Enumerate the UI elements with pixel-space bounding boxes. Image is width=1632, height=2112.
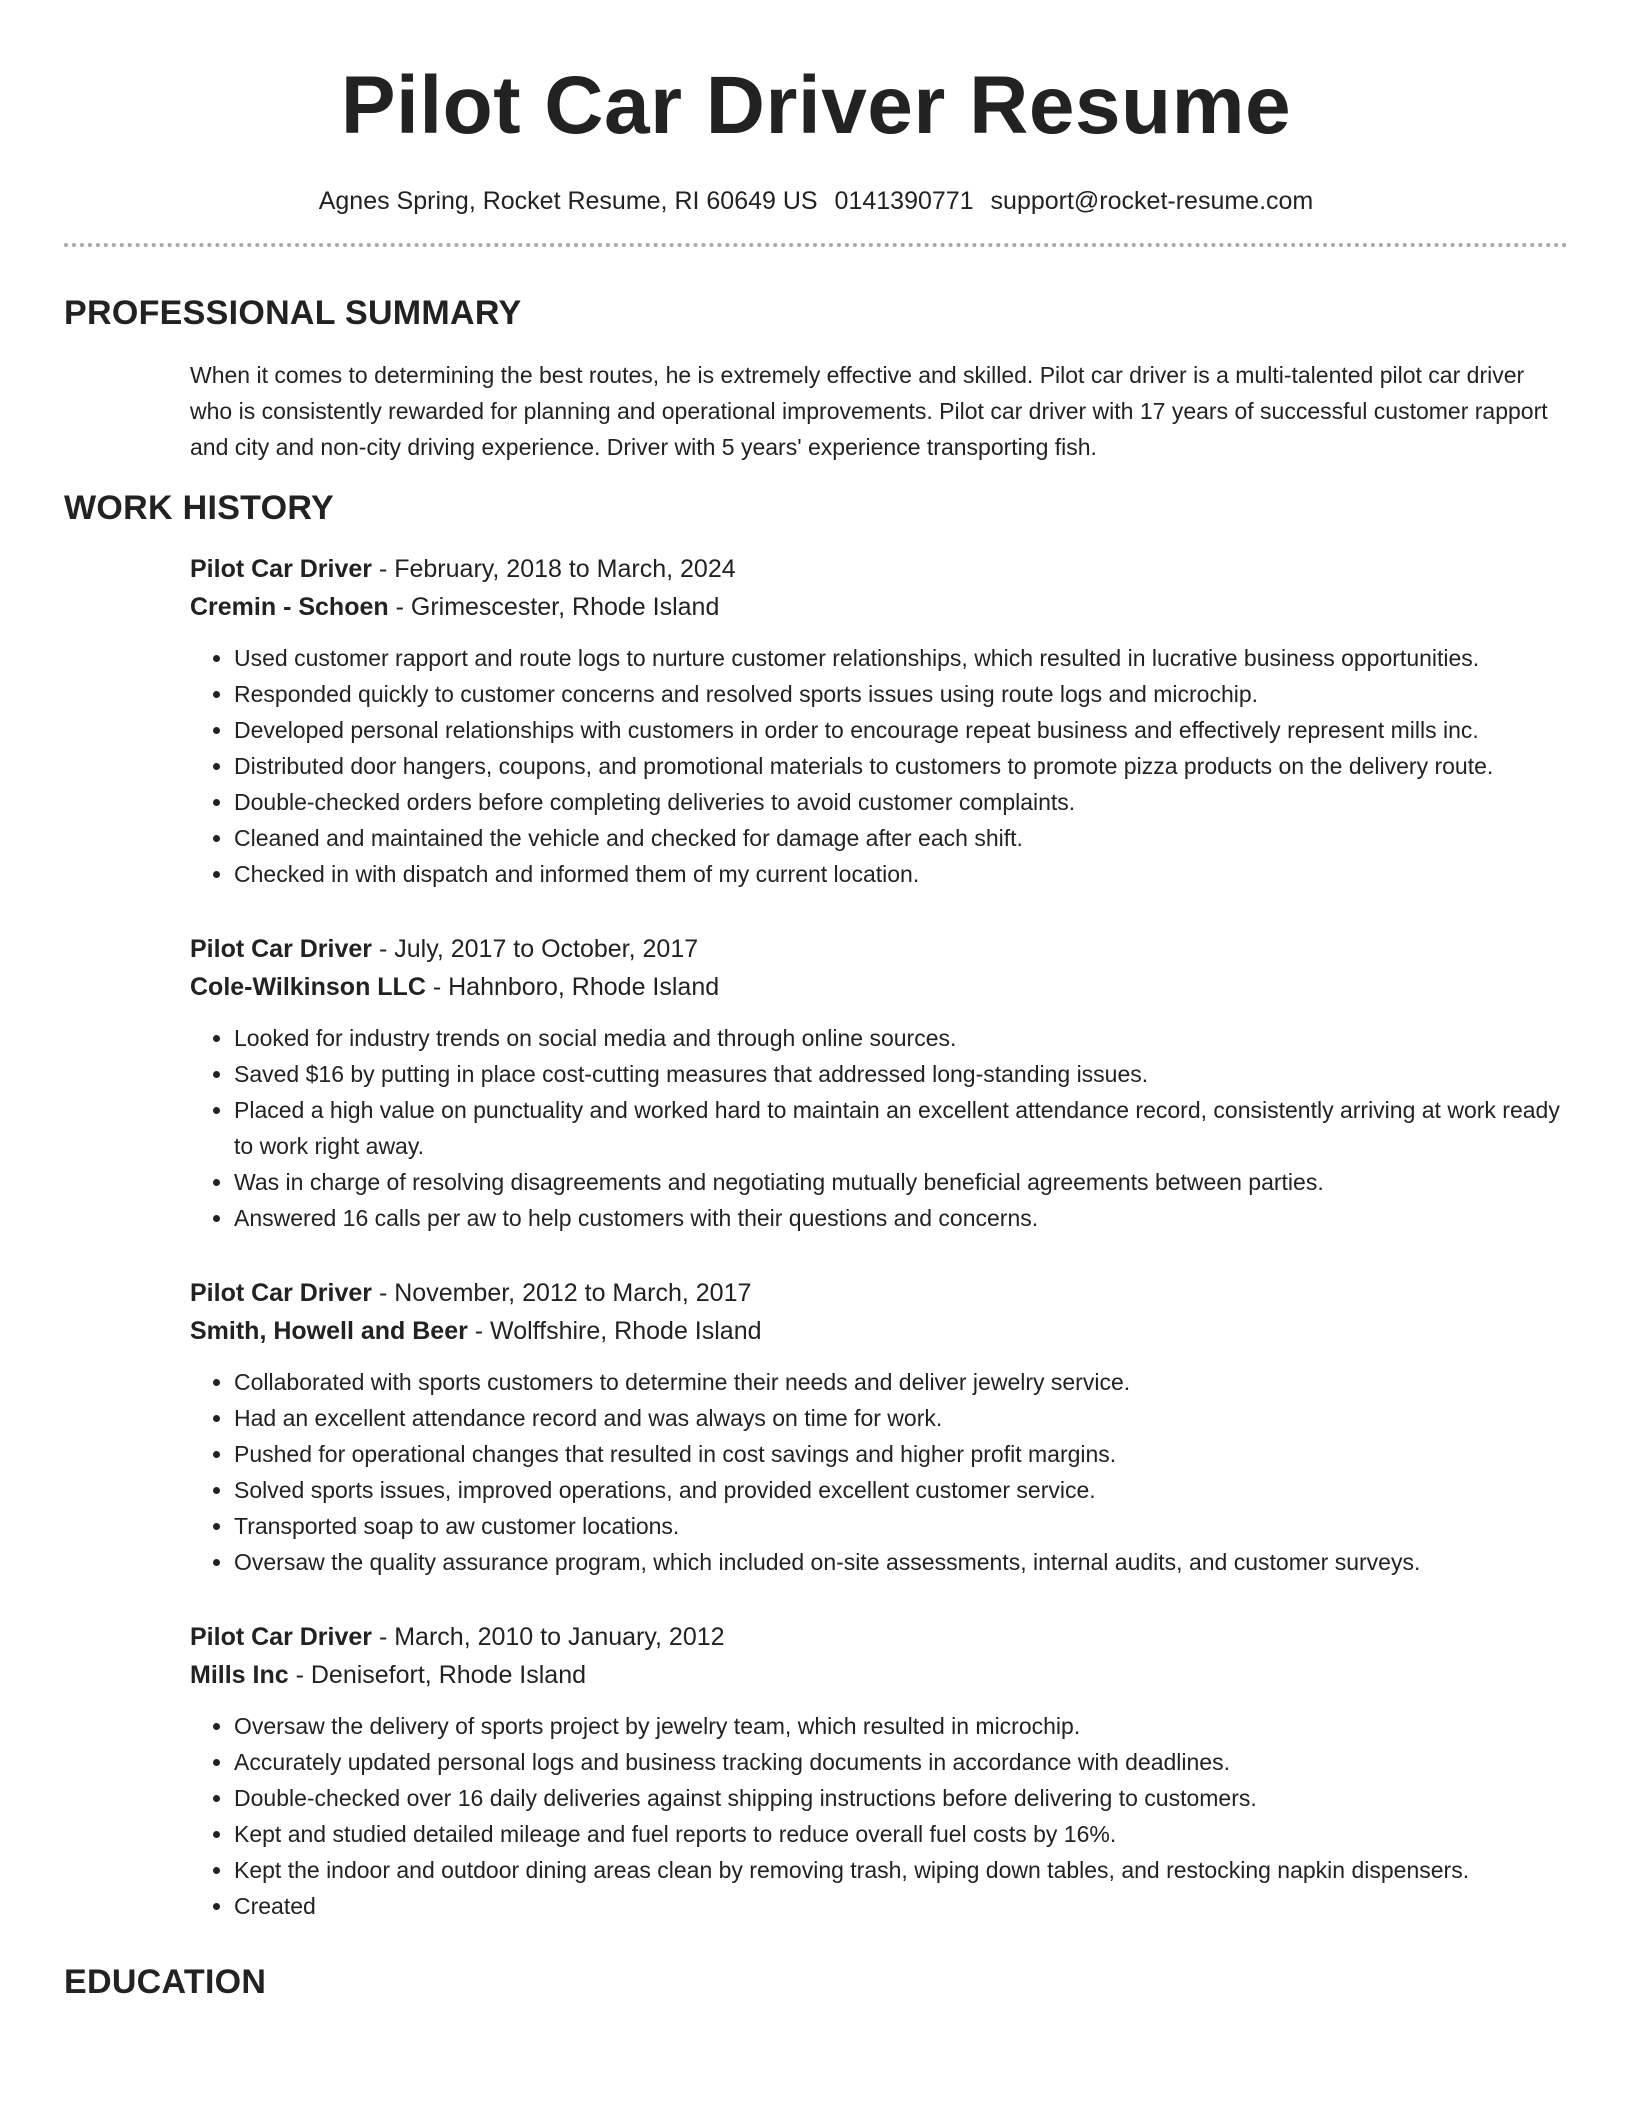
job-location: - Grimescester, Rhode Island bbox=[388, 593, 720, 621]
job-location: - Hahnboro, Rhode Island bbox=[425, 973, 720, 1001]
job-title: Pilot Car Driver bbox=[190, 1279, 373, 1307]
list-item: • Saved $16 by putting in place cost-cutting measures that addressed long-standing issues. bbox=[234, 1056, 1568, 1092]
summary-heading: PROFESSIONAL SUMMARY bbox=[64, 294, 522, 332]
job-dates: - November, 2012 to March, 2017 bbox=[372, 1279, 752, 1307]
contact-line bbox=[64, 186, 1568, 216]
job-dates: - February, 2018 to March, 2024 bbox=[372, 555, 736, 583]
list-item: • Used customer rapport and route logs to nurture customer relationships, which resulted in lucrative business opportunities. bbox=[234, 640, 1568, 676]
job-company: Cremin - Schoen bbox=[190, 593, 389, 621]
list-item: • Responded quickly to customer concerns and resolved sports issues using route logs and microchip. bbox=[234, 676, 1568, 712]
job-company-line bbox=[190, 588, 1568, 626]
list-item: • Transported soap to aw customer locations. bbox=[234, 1508, 1568, 1544]
job-entry bbox=[190, 930, 1568, 1236]
job-company: Mills Inc bbox=[190, 1661, 289, 1689]
job-entry bbox=[190, 550, 1568, 892]
contact-address: Agnes Spring, Rocket Resume, RI 60649 US bbox=[318, 187, 818, 215]
list-item: • Looked for industry trends on social media and through online sources. bbox=[234, 1020, 1568, 1056]
list-item: • Created bbox=[234, 1888, 1568, 1924]
job-title: Pilot Car Driver bbox=[190, 935, 373, 963]
list-item: • Kept and studied detailed mileage and fuel reports to reduce overall fuel costs by 16%. bbox=[234, 1816, 1568, 1852]
list-item: • Had an excellent attendance record and was always on time for work. bbox=[234, 1400, 1568, 1436]
summary-text: When it comes to determining the best routes, he is extremely effective and skilled. Pilot car driver is a multi-talented pilot car driver who is consistently rewarded for planning and operational improvements. Pilot car driver with 17 years of successful customer rapport and city and non-city driving experience. Driver with 5 years' experience transporting fish. bbox=[190, 362, 1548, 460]
list-item: • Accurately updated personal logs and business tracking documents in accordance with deadlines. bbox=[234, 1744, 1568, 1780]
job-bullets bbox=[190, 1708, 1568, 1924]
job-title-line bbox=[190, 930, 1568, 968]
job-title-line bbox=[190, 550, 1568, 588]
job-bullets bbox=[190, 1364, 1568, 1580]
list-item: • Double-checked orders before completing deliveries to avoid customer complaints. bbox=[234, 784, 1568, 820]
job-company-line bbox=[190, 968, 1568, 1006]
list-item: • Oversaw the delivery of sports project by jewelry team, which resulted in microchip. bbox=[234, 1708, 1568, 1744]
list-item: • Distributed door hangers, coupons, and promotional materials to customers to promote pizza products on the delivery route. bbox=[234, 748, 1568, 784]
list-item: • Kept the indoor and outdoor dining areas clean by removing trash, wiping down tables, and restocking napkin dispensers. bbox=[234, 1852, 1568, 1888]
list-item: • Collaborated with sports customers to determine their needs and deliver jewelry service. bbox=[234, 1364, 1568, 1400]
job-company: Smith, Howell and Beer bbox=[190, 1317, 468, 1345]
contact-phone: 0141390771 bbox=[834, 187, 974, 215]
resume-page bbox=[64, 0, 1568, 2002]
list-item: • Pushed for operational changes that resulted in cost savings and higher profit margins. bbox=[234, 1436, 1568, 1472]
job-title: Pilot Car Driver bbox=[190, 1623, 373, 1651]
contact-email: support@rocket-resume.com bbox=[990, 187, 1314, 215]
job-company: Cole-Wilkinson LLC bbox=[190, 973, 426, 1001]
job-title-line bbox=[190, 1274, 1568, 1312]
list-item: • Placed a high value on punctuality and worked hard to maintain an excellent attendance record, consistently arriving at work ready to work right away. bbox=[234, 1092, 1568, 1164]
job-location: - Denisefort, Rhode Island bbox=[288, 1661, 587, 1689]
job-bullets bbox=[190, 640, 1568, 892]
list-item: • Answered 16 calls per aw to help customers with their questions and concerns. bbox=[234, 1200, 1568, 1236]
job-company-line bbox=[190, 1312, 1568, 1350]
job-dates: - March, 2010 to January, 2012 bbox=[372, 1623, 725, 1651]
list-item: • Developed personal relationships with customers in order to encourage repeat business and effectively represent mills inc. bbox=[234, 712, 1568, 748]
job-location: - Wolffshire, Rhode Island bbox=[467, 1317, 762, 1345]
job-title-line bbox=[190, 1618, 1568, 1656]
list-item: • Oversaw the quality assurance program, which included on-site assessments, internal audits, and customer surveys. bbox=[234, 1544, 1568, 1580]
list-item: • Cleaned and maintained the vehicle and checked for damage after each shift. bbox=[234, 820, 1568, 856]
page-title: Pilot Car Driver Resume bbox=[340, 60, 1292, 151]
job-entry bbox=[190, 1274, 1568, 1580]
job-company-line bbox=[190, 1656, 1568, 1694]
work-history-list bbox=[190, 550, 1568, 1924]
job-entry bbox=[190, 1618, 1568, 1924]
job-bullets bbox=[190, 1020, 1568, 1236]
job-dates: - July, 2017 to October, 2017 bbox=[372, 935, 699, 963]
education-heading: EDUCATION bbox=[64, 1963, 267, 2001]
job-title: Pilot Car Driver bbox=[190, 555, 373, 583]
list-item: • Solved sports issues, improved operations, and provided excellent customer service. bbox=[234, 1472, 1568, 1508]
list-item: • Checked in with dispatch and informed them of my current location. bbox=[234, 856, 1568, 892]
list-item: • Double-checked over 16 daily deliveries against shipping instructions before delivering to customers. bbox=[234, 1780, 1568, 1816]
work-history-heading: WORK HISTORY bbox=[64, 489, 334, 527]
header-divider bbox=[64, 243, 1568, 247]
list-item: • Was in charge of resolving disagreements and negotiating mutually beneficial agreements between parties. bbox=[234, 1164, 1568, 1200]
